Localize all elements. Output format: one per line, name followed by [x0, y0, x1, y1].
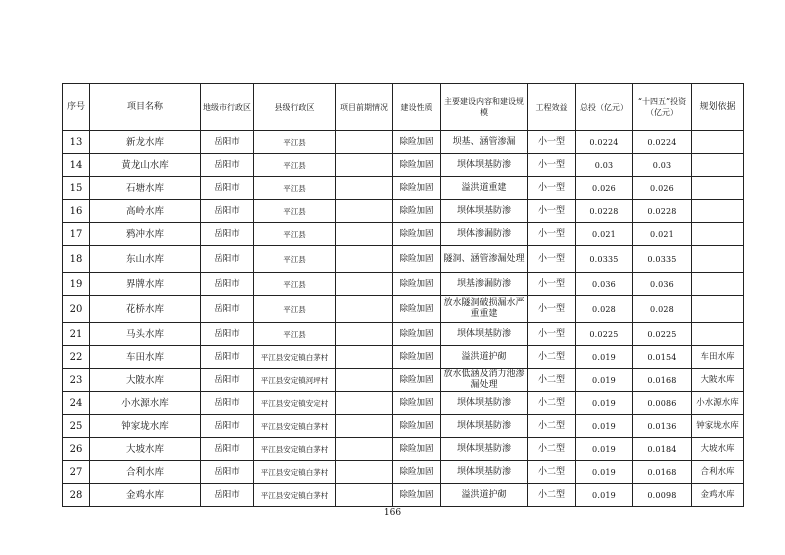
cell-benefit: 小二型: [528, 484, 576, 507]
cell-basis: 车田水库: [692, 346, 744, 369]
cell-nature: 除险加固: [393, 200, 441, 223]
cell-benefit: 小一型: [528, 296, 576, 323]
cell-benefit: 小二型: [528, 392, 576, 415]
cell-county: 平江县: [254, 131, 336, 154]
cell-basis: 大坡水库: [692, 438, 744, 461]
cell-name: 花桥水库: [90, 296, 201, 323]
header-city: 地级市行政区: [201, 84, 254, 131]
header-total: 总投（亿元）: [576, 84, 633, 131]
header-content: 主要建设内容和建设规模: [441, 84, 528, 131]
cell-city: 岳阳市: [201, 415, 254, 438]
table-row: [63, 154, 744, 177]
cell-county: 平江县安定镇白茅村: [254, 415, 336, 438]
cell-county: 平江县: [254, 177, 336, 200]
cell-no: 23: [63, 369, 90, 392]
cell-name: 石塘水库: [90, 177, 201, 200]
cell-prework: [336, 392, 393, 415]
cell-nature: 除险加固: [393, 415, 441, 438]
cell-content: 坝基、涵管渗漏: [441, 131, 528, 154]
cell-county: 平江县: [254, 246, 336, 273]
cell-name: 小水源水库: [90, 392, 201, 415]
cell-prework: [336, 296, 393, 323]
cell-plan: 0.0086: [633, 392, 692, 415]
cell-nature: 除险加固: [393, 177, 441, 200]
reservoir-project-table: [62, 83, 744, 507]
header-plan: “十四五”投资（亿元）: [633, 84, 692, 131]
table-row: [63, 461, 744, 484]
cell-content: 坝体坝基防渗: [441, 461, 528, 484]
cell-content: 坝体坝基防渗: [441, 415, 528, 438]
cell-plan: 0.036: [633, 273, 692, 296]
cell-county: 平江县安定镇白茅村: [254, 346, 336, 369]
cell-basis: [692, 296, 744, 323]
cell-benefit: 小一型: [528, 323, 576, 346]
table-row: [63, 296, 744, 323]
header-county: 县级行政区: [254, 84, 336, 131]
cell-total: 0.03: [576, 154, 633, 177]
table-row: [63, 369, 744, 392]
cell-content: 溢洪道重建: [441, 177, 528, 200]
header-row: [63, 84, 744, 131]
cell-benefit: 小一型: [528, 131, 576, 154]
cell-no: 15: [63, 177, 90, 200]
cell-prework: [336, 154, 393, 177]
cell-name: 大坡水库: [90, 438, 201, 461]
cell-county: 平江县: [254, 296, 336, 323]
page-number: 166: [383, 508, 402, 518]
cell-content: 坝基渗漏防渗: [441, 273, 528, 296]
cell-basis: 大陂水库: [692, 369, 744, 392]
cell-city: 岳阳市: [201, 346, 254, 369]
cell-city: 岳阳市: [201, 273, 254, 296]
table-row: [63, 177, 744, 200]
cell-city: 岳阳市: [201, 296, 254, 323]
cell-benefit: 小一型: [528, 273, 576, 296]
cell-city: 岳阳市: [201, 131, 254, 154]
cell-basis: 合利水库: [692, 461, 744, 484]
cell-basis: 金鸡水库: [692, 484, 744, 507]
cell-no: 20: [63, 296, 90, 323]
cell-prework: [336, 461, 393, 484]
cell-total: 0.036: [576, 273, 633, 296]
cell-county: 平江县: [254, 323, 336, 346]
cell-city: 岳阳市: [201, 200, 254, 223]
cell-content: 坝体坝基防渗: [441, 200, 528, 223]
cell-county: 平江县安定镇白茅村: [254, 484, 336, 507]
cell-content: 坝体坝基防渗: [441, 392, 528, 415]
cell-name: 金鸡水库: [90, 484, 201, 507]
cell-county: 平江县: [254, 223, 336, 246]
cell-county: 平江县安定镇白茅村: [254, 438, 336, 461]
cell-city: 岳阳市: [201, 223, 254, 246]
cell-name: 新龙水库: [90, 131, 201, 154]
cell-plan: 0.0136: [633, 415, 692, 438]
cell-basis: [692, 223, 744, 246]
cell-city: 岳阳市: [201, 438, 254, 461]
cell-basis: 钟家垅水库: [692, 415, 744, 438]
cell-no: 21: [63, 323, 90, 346]
cell-benefit: 小二型: [528, 438, 576, 461]
cell-prework: [336, 200, 393, 223]
cell-prework: [336, 484, 393, 507]
cell-basis: [692, 323, 744, 346]
cell-county: 平江县: [254, 200, 336, 223]
cell-plan: 0.0098: [633, 484, 692, 507]
table-row: [63, 392, 744, 415]
cell-basis: [692, 154, 744, 177]
cell-content: 坝体坝基防渗: [441, 323, 528, 346]
cell-benefit: 小一型: [528, 223, 576, 246]
cell-content: 放水低涵及消力池渗漏处理: [441, 369, 528, 392]
header-name: 项目名称: [90, 84, 201, 131]
cell-benefit: 小二型: [528, 346, 576, 369]
cell-name: 大陂水库: [90, 369, 201, 392]
cell-content: 坝体坝基防渗: [441, 438, 528, 461]
cell-prework: [336, 177, 393, 200]
cell-city: 岳阳市: [201, 323, 254, 346]
cell-prework: [336, 438, 393, 461]
cell-no: 26: [63, 438, 90, 461]
cell-total: 0.019: [576, 461, 633, 484]
cell-total: 0.028: [576, 296, 633, 323]
cell-plan: 0.0335: [633, 246, 692, 273]
table-row: [63, 346, 744, 369]
cell-plan: 0.021: [633, 223, 692, 246]
cell-prework: [336, 346, 393, 369]
cell-no: 22: [63, 346, 90, 369]
cell-name: 钟家垅水库: [90, 415, 201, 438]
cell-prework: [336, 131, 393, 154]
cell-prework: [336, 415, 393, 438]
cell-nature: 除险加固: [393, 323, 441, 346]
cell-nature: 除险加固: [393, 246, 441, 273]
cell-nature: 除险加固: [393, 392, 441, 415]
cell-plan: 0.0225: [633, 323, 692, 346]
cell-benefit: 小一型: [528, 246, 576, 273]
cell-county: 平江县: [254, 273, 336, 296]
cell-prework: [336, 223, 393, 246]
header-no: 序号: [63, 84, 90, 131]
cell-nature: 除险加固: [393, 484, 441, 507]
cell-city: 岳阳市: [201, 369, 254, 392]
cell-benefit: 小二型: [528, 415, 576, 438]
table-row: [63, 200, 744, 223]
table-body: [63, 131, 744, 507]
header-basis: 规划依据: [692, 84, 744, 131]
cell-name: 车田水库: [90, 346, 201, 369]
table-row: [63, 323, 744, 346]
cell-city: 岳阳市: [201, 154, 254, 177]
table-row: [63, 438, 744, 461]
cell-total: 0.0335: [576, 246, 633, 273]
cell-nature: 除险加固: [393, 273, 441, 296]
cell-total: 0.0225: [576, 323, 633, 346]
table-row: [63, 273, 744, 296]
table-row: [63, 223, 744, 246]
cell-benefit: 小一型: [528, 177, 576, 200]
cell-plan: 0.0154: [633, 346, 692, 369]
cell-content: 坝体渗漏防渗: [441, 223, 528, 246]
cell-benefit: 小一型: [528, 200, 576, 223]
cell-total: 0.026: [576, 177, 633, 200]
cell-plan: 0.0168: [633, 461, 692, 484]
cell-nature: 除险加固: [393, 438, 441, 461]
table-row: [63, 131, 744, 154]
cell-total: 0.019: [576, 392, 633, 415]
cell-plan: 0.0184: [633, 438, 692, 461]
cell-plan: 0.028: [633, 296, 692, 323]
cell-plan: 0.026: [633, 177, 692, 200]
cell-total: 0.019: [576, 415, 633, 438]
cell-county: 平江县安定镇安定村: [254, 392, 336, 415]
table-row: [63, 415, 744, 438]
cell-name: 黄龙山水库: [90, 154, 201, 177]
header-nature: 建设性质: [393, 84, 441, 131]
cell-total: 0.019: [576, 346, 633, 369]
cell-name: 合利水库: [90, 461, 201, 484]
cell-basis: [692, 246, 744, 273]
cell-benefit: 小一型: [528, 154, 576, 177]
cell-total: 0.0228: [576, 200, 633, 223]
cell-plan: 0.0168: [633, 369, 692, 392]
cell-nature: 除险加固: [393, 154, 441, 177]
cell-content: 坝体坝基防渗: [441, 154, 528, 177]
cell-no: 17: [63, 223, 90, 246]
cell-nature: 除险加固: [393, 296, 441, 323]
cell-city: 岳阳市: [201, 177, 254, 200]
cell-city: 岳阳市: [201, 484, 254, 507]
cell-no: 24: [63, 392, 90, 415]
cell-nature: 除险加固: [393, 369, 441, 392]
cell-content: 溢洪道护砌: [441, 346, 528, 369]
header-prework: 项目前期情况: [336, 84, 393, 131]
cell-prework: [336, 369, 393, 392]
cell-name: 马头水库: [90, 323, 201, 346]
cell-name: 鸦冲水库: [90, 223, 201, 246]
cell-prework: [336, 273, 393, 296]
cell-name: 高岭水库: [90, 200, 201, 223]
cell-county: 平江县: [254, 154, 336, 177]
cell-total: 0.019: [576, 369, 633, 392]
cell-total: 0.019: [576, 438, 633, 461]
cell-name: 界牌水库: [90, 273, 201, 296]
cell-nature: 除险加固: [393, 461, 441, 484]
cell-plan: 0.0228: [633, 200, 692, 223]
cell-county: 平江县安定镇白茅村: [254, 461, 336, 484]
cell-nature: 除险加固: [393, 131, 441, 154]
cell-basis: [692, 273, 744, 296]
cell-no: 25: [63, 415, 90, 438]
cell-no: 13: [63, 131, 90, 154]
cell-basis: [692, 200, 744, 223]
cell-total: 0.0224: [576, 131, 633, 154]
cell-no: 18: [63, 246, 90, 273]
table-row: [63, 484, 744, 507]
cell-content: 隧洞、涵管渗漏处理: [441, 246, 528, 273]
cell-nature: 除险加固: [393, 346, 441, 369]
cell-city: 岳阳市: [201, 246, 254, 273]
table-row: [63, 246, 744, 273]
cell-county: 平江县安定镇河坪村: [254, 369, 336, 392]
cell-no: 28: [63, 484, 90, 507]
cell-plan: 0.0224: [633, 131, 692, 154]
cell-name: 东山水库: [90, 246, 201, 273]
cell-no: 27: [63, 461, 90, 484]
cell-benefit: 小二型: [528, 369, 576, 392]
cell-total: 0.019: [576, 484, 633, 507]
cell-no: 16: [63, 200, 90, 223]
cell-basis: [692, 177, 744, 200]
cell-basis: [692, 131, 744, 154]
cell-prework: [336, 246, 393, 273]
cell-prework: [336, 323, 393, 346]
cell-no: 19: [63, 273, 90, 296]
cell-total: 0.021: [576, 223, 633, 246]
cell-city: 岳阳市: [201, 461, 254, 484]
cell-nature: 除险加固: [393, 223, 441, 246]
cell-content: 放水隧洞破损漏水严重重建: [441, 296, 528, 323]
cell-content: 溢洪道护砌: [441, 484, 528, 507]
header-benefit: 工程效益: [528, 84, 576, 131]
cell-benefit: 小二型: [528, 461, 576, 484]
cell-basis: 小水源水库: [692, 392, 744, 415]
cell-city: 岳阳市: [201, 392, 254, 415]
cell-plan: 0.03: [633, 154, 692, 177]
cell-no: 14: [63, 154, 90, 177]
